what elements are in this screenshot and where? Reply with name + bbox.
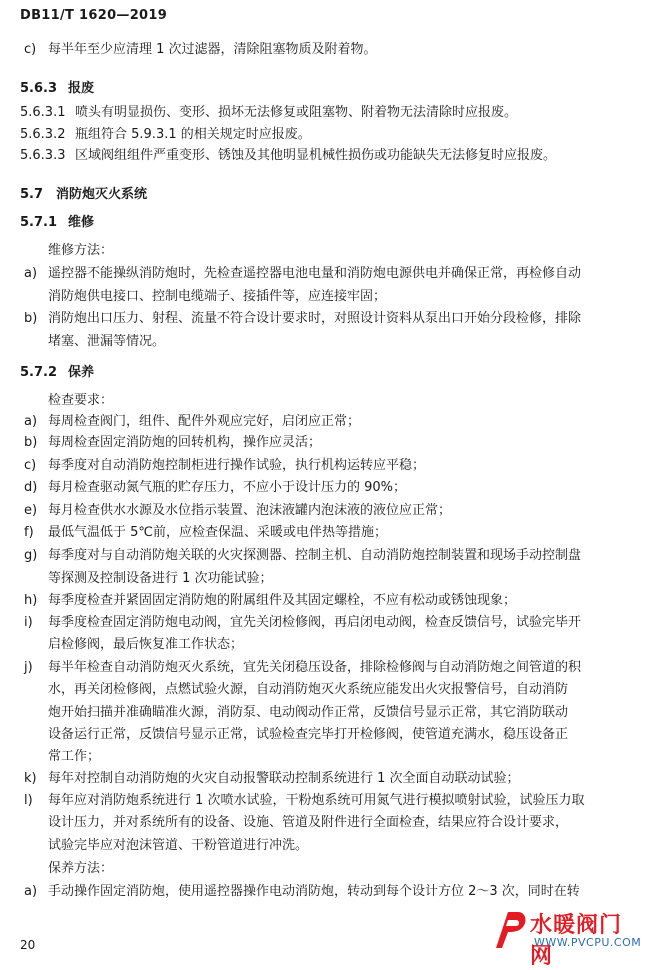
clause-text: 瓶组符合 5.9.3.1 的相关规定时应报废。 xyxy=(75,127,311,142)
clause-number: 5.6.3.1 xyxy=(20,105,66,120)
clause-number: j) xyxy=(24,660,33,675)
clause-number: h) xyxy=(24,593,38,608)
clause-text: 每季度对与自动消防炮关联的火灾探测器、控制主机、自动消防炮控制装置和现场手动控制盘 xyxy=(48,548,582,563)
clause-number: f) xyxy=(24,525,34,540)
watermark-logo-icon xyxy=(488,908,530,954)
clause-text: 每年对控制自动消防炮的火灾自动报警联动控制系统进行 1 次全面自动联动试验； xyxy=(48,771,520,786)
clause-text: 保养 xyxy=(68,365,95,380)
clause-number: k) xyxy=(24,771,37,786)
clause-text: 每季度检查固定消防炮电动阀，宜先关闭检修阀，再启闭电动阀，检查反馈信号，试验完毕开 xyxy=(48,615,582,630)
clause-text: 设备运行正常，反馈信号显示正常，试验检查完毕打开检修阀，使管道充满水，稳压设备正 xyxy=(48,727,569,742)
watermark-url: WWW.PVCPU.COM xyxy=(534,936,642,949)
clause-number: c) xyxy=(24,458,37,473)
clause-number: i) xyxy=(24,615,33,630)
site-watermark xyxy=(484,906,644,969)
clause-text: 每月检查驱动氮气瓶的贮存压力，不应小于设计压力的 90%； xyxy=(48,480,407,495)
clause-text: 设计压力，并对系统所有的设备、设施、管道及附件进行全面检查，结果应符合设计要求， xyxy=(48,815,569,830)
clause-number: d) xyxy=(24,480,38,495)
clause-text: 试验完毕应对泡沫管道、干粉管道进行冲洗。 xyxy=(48,838,309,853)
clause-number: e) xyxy=(24,503,38,518)
clause-text: 检查要求： xyxy=(48,393,114,408)
clause-text: 最低气温低于 5℃前，应检查保温、采暖或电伴热等措施； xyxy=(48,525,388,540)
page-number: 20 xyxy=(20,938,36,952)
clause-text: 手动操作固定消防炮，使用遥控器操作电动消防炮，转动到每个设计方位 2～3 次，同时在转 xyxy=(48,884,580,899)
clause-number: c) xyxy=(24,42,37,57)
clause-text: 炮开始扫描并准确瞄准火源，消防泵、电动阀动作正常，反馈信号显示正常，其它消防联动 xyxy=(48,705,569,720)
clause-text: 维修 xyxy=(68,215,95,230)
clause-text: 水，再关闭检修阀，点燃试验火源，自动消防炮灭火系统应能发出火灾报警信号，自动消防 xyxy=(48,682,569,697)
clause-text: 常工作； xyxy=(48,749,101,764)
clause-text: 维修方法： xyxy=(48,243,114,258)
clause-number: 5.7 xyxy=(20,187,44,202)
clause-text: 每周检查阀门，组件、配件外观应完好，启闭应正常； xyxy=(48,414,361,429)
document-id-header: DB11/T 1620—2019 xyxy=(20,8,168,23)
clause-text: 每季度对自动消防炮控制柜进行操作试验，执行机构运转应平稳； xyxy=(48,458,426,473)
clause-text: 保养方法： xyxy=(48,861,114,876)
clause-number: 5.7.1 xyxy=(20,215,58,230)
clause-text: 每半年至少应清理 1 次过滤器，清除阻塞物质及附着物。 xyxy=(48,42,377,57)
clause-number: b) xyxy=(24,311,38,326)
clause-number: l) xyxy=(24,793,33,808)
clause-number: a) xyxy=(24,266,38,281)
clause-text: 消防炮出口压力、射程、流量不符合设计要求时，对照设计资料从泵出口开始分段检修，排除 xyxy=(48,311,582,326)
clause-text: 喷头有明显损伤、变形、损坏无法修复或阻塞物、附着物无法清除时应报废。 xyxy=(75,105,518,120)
clause-text: 每季度检查并紧固固定消防炮的附属组件及其固定螺栓，不应有松动或锈蚀现象； xyxy=(48,593,517,608)
clause-text: 每周检查固定消防炮的回转机构，操作应灵活； xyxy=(48,435,322,450)
clause-text: 每半年检查自动消防炮灭火系统，宜先关闭稳压设备，排除检修阀与自动消防炮之间管道的积 xyxy=(48,660,582,675)
clause-number: b) xyxy=(24,435,38,450)
clause-text: 遥控器不能操纵消防炮时，先检查遥控器电池电量和消防炮电源供电并确保正常，再检修自动 xyxy=(48,266,582,281)
clause-text: 启检修阀，最后恢复准工作状态； xyxy=(48,637,244,652)
clause-text: 报废 xyxy=(68,81,95,96)
clause-text: 区域阀组组件严重变形、锈蚀及其他明显机械性损伤或功能缺失无法修复时应报废。 xyxy=(75,148,557,163)
clause-text: 等探测及控制设备进行 1 次功能试验； xyxy=(48,571,273,586)
clause-text: 堵塞、泄漏等情况。 xyxy=(48,334,166,349)
clause-number: g) xyxy=(24,548,38,563)
clause-number: a) xyxy=(24,414,38,429)
clause-text: 每年应对消防炮系统进行 1 次喷水试验，干粉炮系统可用氮气进行模拟喷射试验，试验压力取 xyxy=(48,793,585,808)
clause-number: 5.6.3 xyxy=(20,81,58,96)
clause-number: a) xyxy=(24,884,38,899)
watermark-brand: 水暖阀门网 xyxy=(530,913,623,969)
clause-text: 消防炮灭火系统 xyxy=(56,187,148,202)
clause-text: 每月检查供水水源及水位指示装置、泡沫液罐内泡沫液的液位应正常； xyxy=(48,503,452,518)
clause-number: 5.6.3.2 xyxy=(20,127,66,142)
clause-text: 消防炮供电接口、控制电缆端子、接插件等，应连接牢固； xyxy=(48,289,387,304)
clause-number: 5.7.2 xyxy=(20,365,58,380)
clause-number: 5.6.3.3 xyxy=(20,148,66,163)
